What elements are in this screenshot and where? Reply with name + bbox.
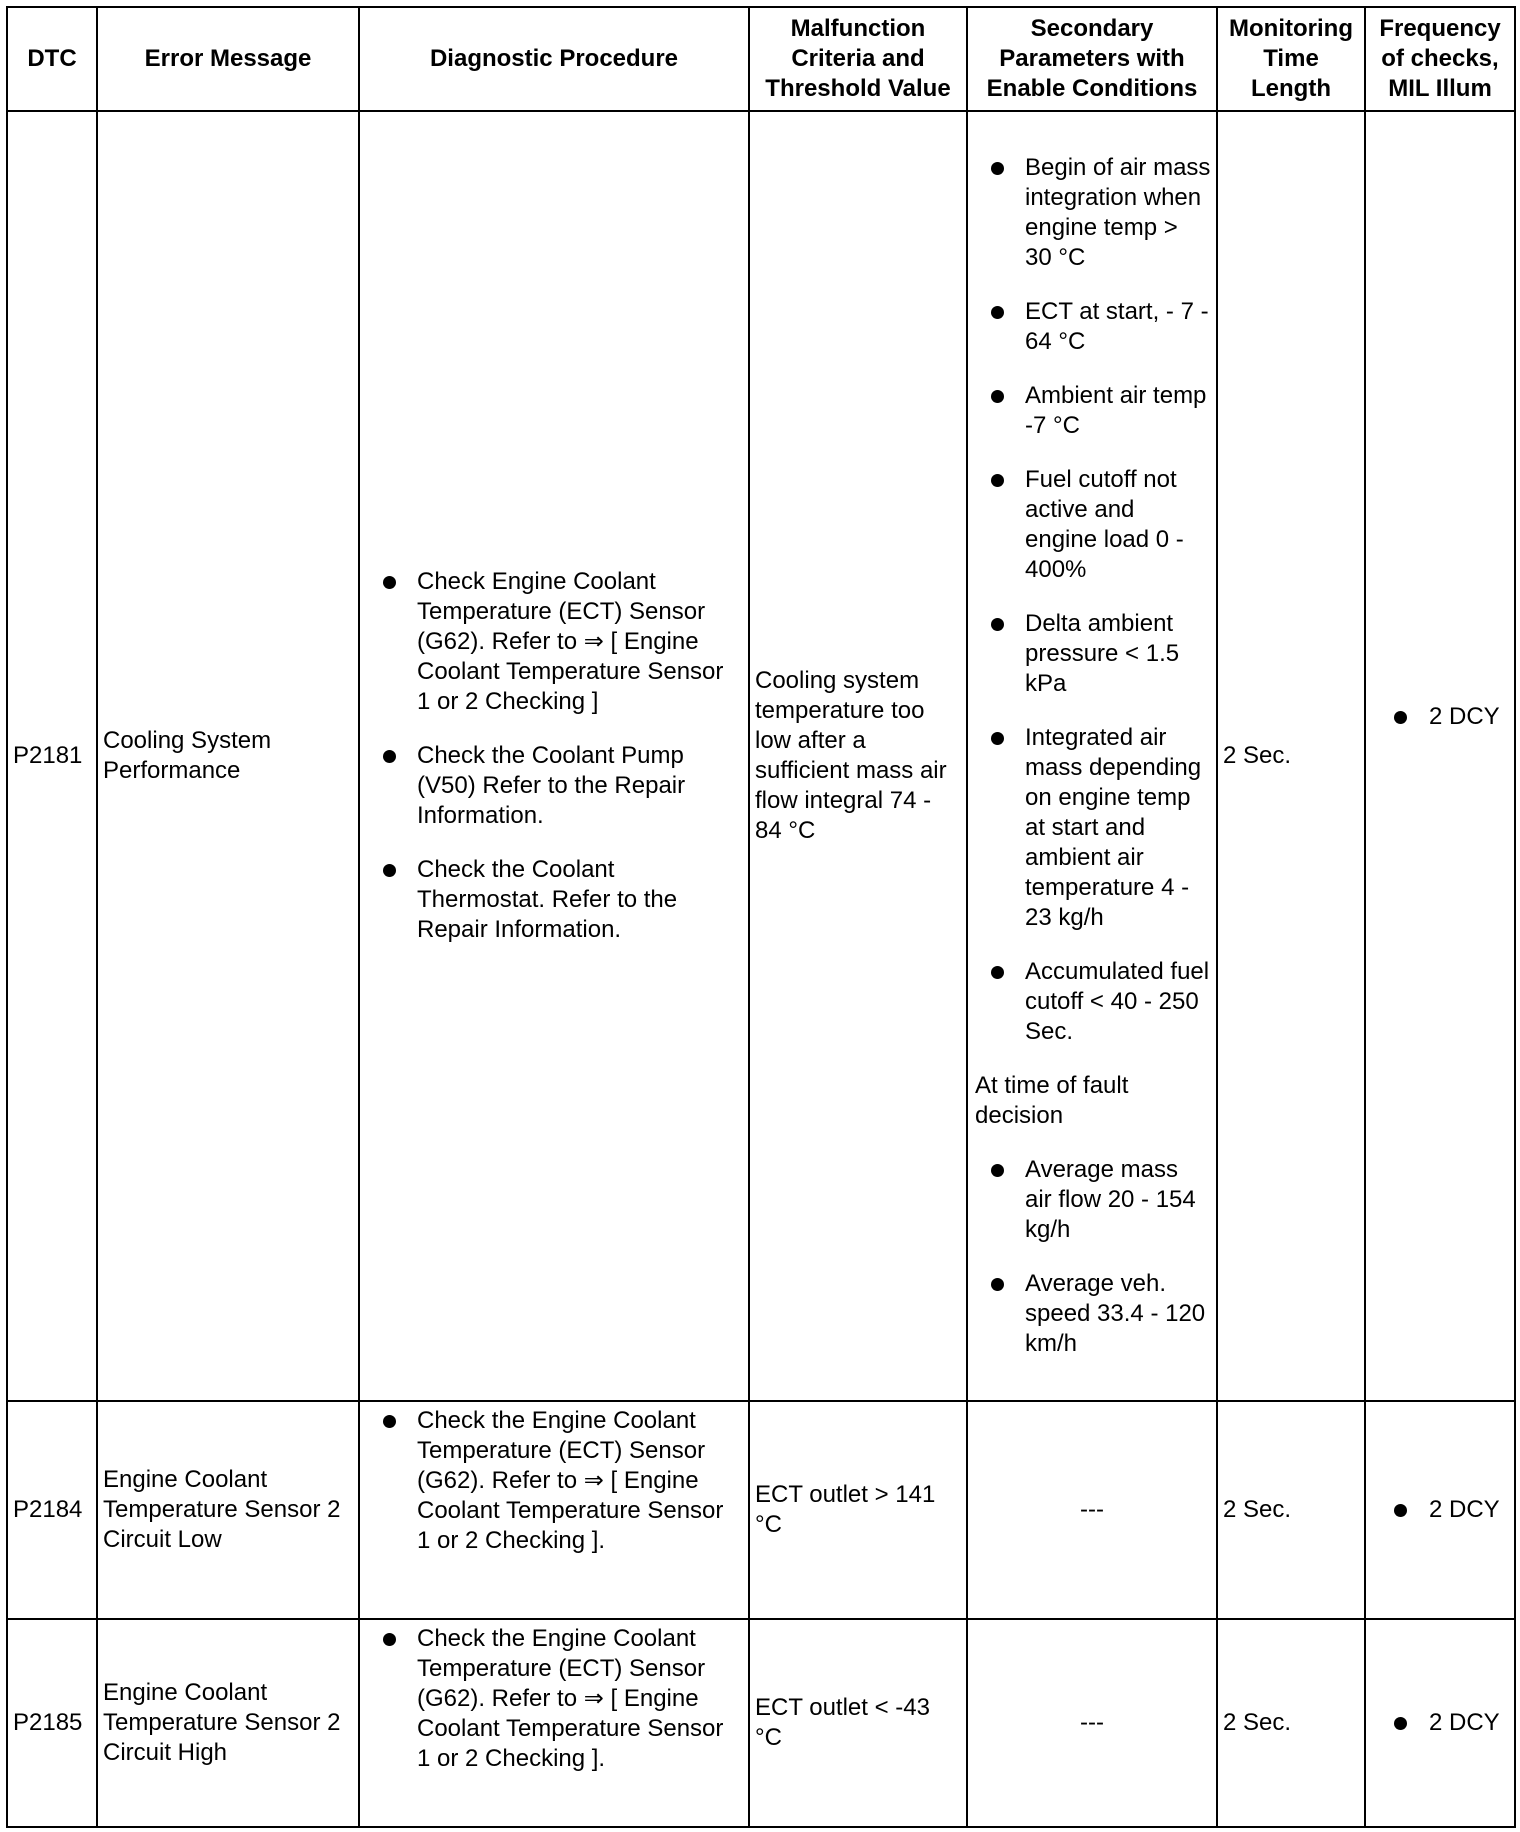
list-item — [973, 723, 1211, 933]
secondary-text: Average mass air flow 20 - 154 kg/h — [1025, 1156, 1196, 1243]
procedure-text: Check the Coolant Pump (V50) Refer to the Repair Information. — [417, 742, 686, 829]
frequency-text: 2 DCY — [1429, 703, 1500, 730]
bullet-icon — [991, 1164, 1004, 1177]
header-diagnostic-procedure: Diagnostic Procedure — [359, 7, 749, 111]
bullet-icon — [383, 750, 396, 763]
list-item — [365, 741, 743, 831]
monitoring-time: 2 Sec. — [1217, 111, 1365, 1401]
procedure-text: Check the Engine Coolant Temperature (ECT) Sensor (G62). Refer to ⇒ [ Engine Coolant Temperature Sensor 1 or 2 Checking ]. — [417, 1407, 724, 1554]
frequency — [1365, 1401, 1515, 1619]
error-message: Engine Coolant Temperature Sensor 2 Circuit High — [97, 1619, 359, 1827]
list-item — [365, 1406, 743, 1556]
list-item — [365, 567, 743, 717]
bullet-icon — [991, 966, 1004, 979]
frequency — [1365, 111, 1515, 1401]
bullet-icon — [991, 732, 1004, 745]
list-item — [973, 1269, 1211, 1359]
list-item — [1371, 1708, 1509, 1738]
error-message: Cooling System Performance — [97, 111, 359, 1401]
list-item — [1371, 702, 1509, 732]
bullet-icon — [383, 1415, 396, 1428]
secondary-text: Ambient air temp -7 °C — [1025, 382, 1207, 439]
procedure-text: Check the Engine Coolant Temperature (ECT) Sensor (G62). Refer to ⇒ [ Engine Coolant Temperature Sensor 1 or 2 Checking ]. — [417, 1625, 724, 1772]
bullet-icon — [991, 474, 1004, 487]
secondary-text: Begin of air mass integration when engine temp > 30 °C — [1025, 154, 1211, 271]
list-item — [973, 381, 1211, 441]
header-dtc: DTC — [7, 7, 97, 111]
procedure-text: Check Engine Coolant Temperature (ECT) Sensor (G62). Refer to ⇒ [ Engine Coolant Temperature Sensor 1 or 2 Checking ] — [417, 568, 724, 715]
list-item — [365, 1624, 743, 1774]
secondary-text: Fuel cutoff not active and engine load 0 - 400% — [1025, 466, 1184, 583]
table-row — [7, 1619, 1515, 1827]
dtc-table — [6, 6, 1516, 1828]
secondary-text: Accumulated fuel cutoff < 40 - 250 Sec. — [1025, 958, 1210, 1045]
header-monitoring-time: Monitoring Time Length — [1217, 7, 1365, 111]
bullet-icon — [1394, 1504, 1407, 1517]
bullet-icon — [991, 618, 1004, 631]
diagnostic-procedure — [359, 1401, 749, 1619]
bullet-icon — [1394, 711, 1407, 724]
fault-decision-label: At time of fault decision — [975, 1072, 1129, 1129]
list-item — [1371, 1495, 1509, 1525]
dtc-code: P2181 — [7, 111, 97, 1401]
bullet-icon — [383, 576, 396, 589]
table-row — [7, 111, 1515, 1401]
malfunction-criteria: Cooling system temperature too low after a sufficient mass air flow integral 74 - 84 °C — [749, 111, 967, 1401]
procedure-text: Check the Coolant Thermostat. Refer to the Repair Information. — [417, 856, 678, 943]
secondary-text: Integrated air mass depending on engine temp at start and ambient air temperature 4 - 23 kg/h — [1025, 724, 1202, 931]
dtc-code: P2185 — [7, 1619, 97, 1827]
header-row — [7, 7, 1515, 111]
bullet-icon — [383, 864, 396, 877]
bullet-icon — [991, 162, 1004, 175]
monitoring-time: 2 Sec. — [1217, 1619, 1365, 1827]
frequency — [1365, 1619, 1515, 1827]
monitoring-time: 2 Sec. — [1217, 1401, 1365, 1619]
bullet-icon — [1394, 1717, 1407, 1730]
diagnostic-procedure — [359, 1619, 749, 1827]
list-item — [973, 1155, 1211, 1245]
secondary-parameters: --- — [967, 1401, 1217, 1619]
frequency-text: 2 DCY — [1429, 1709, 1500, 1736]
bullet-icon — [991, 306, 1004, 319]
list-item — [973, 153, 1211, 273]
diagnostic-procedure — [359, 111, 749, 1401]
header-frequency: Frequency of checks, MIL Illum — [1365, 7, 1515, 111]
bullet-icon — [383, 1633, 396, 1646]
header-malfunction-criteria: Malfunction Criteria and Threshold Value — [749, 7, 967, 111]
list-item — [365, 855, 743, 945]
secondary-parameters: --- — [967, 1619, 1217, 1827]
list-item — [973, 297, 1211, 357]
header-secondary-parameters: Secondary Parameters with Enable Conditions — [967, 7, 1217, 111]
secondary-text: Delta ambient pressure < 1.5 kPa — [1025, 610, 1180, 697]
secondary-text: Average veh. speed 33.4 - 120 km/h — [1025, 1270, 1206, 1357]
secondary-text: ECT at start, - 7 - 64 °C — [1025, 298, 1209, 355]
header-error-message: Error Message — [97, 7, 359, 111]
list-item — [973, 957, 1211, 1047]
malfunction-criteria: ECT outlet < -43 °C — [749, 1619, 967, 1827]
bullet-icon — [991, 1278, 1004, 1291]
table-row — [7, 1401, 1515, 1619]
frequency-text: 2 DCY — [1429, 1496, 1500, 1523]
secondary-parameters — [967, 111, 1217, 1401]
list-item — [973, 465, 1211, 585]
malfunction-criteria: ECT outlet > 141 °C — [749, 1401, 967, 1619]
dtc-code: P2184 — [7, 1401, 97, 1619]
bullet-icon — [991, 390, 1004, 403]
error-message: Engine Coolant Temperature Sensor 2 Circuit Low — [97, 1401, 359, 1619]
list-item — [973, 609, 1211, 699]
